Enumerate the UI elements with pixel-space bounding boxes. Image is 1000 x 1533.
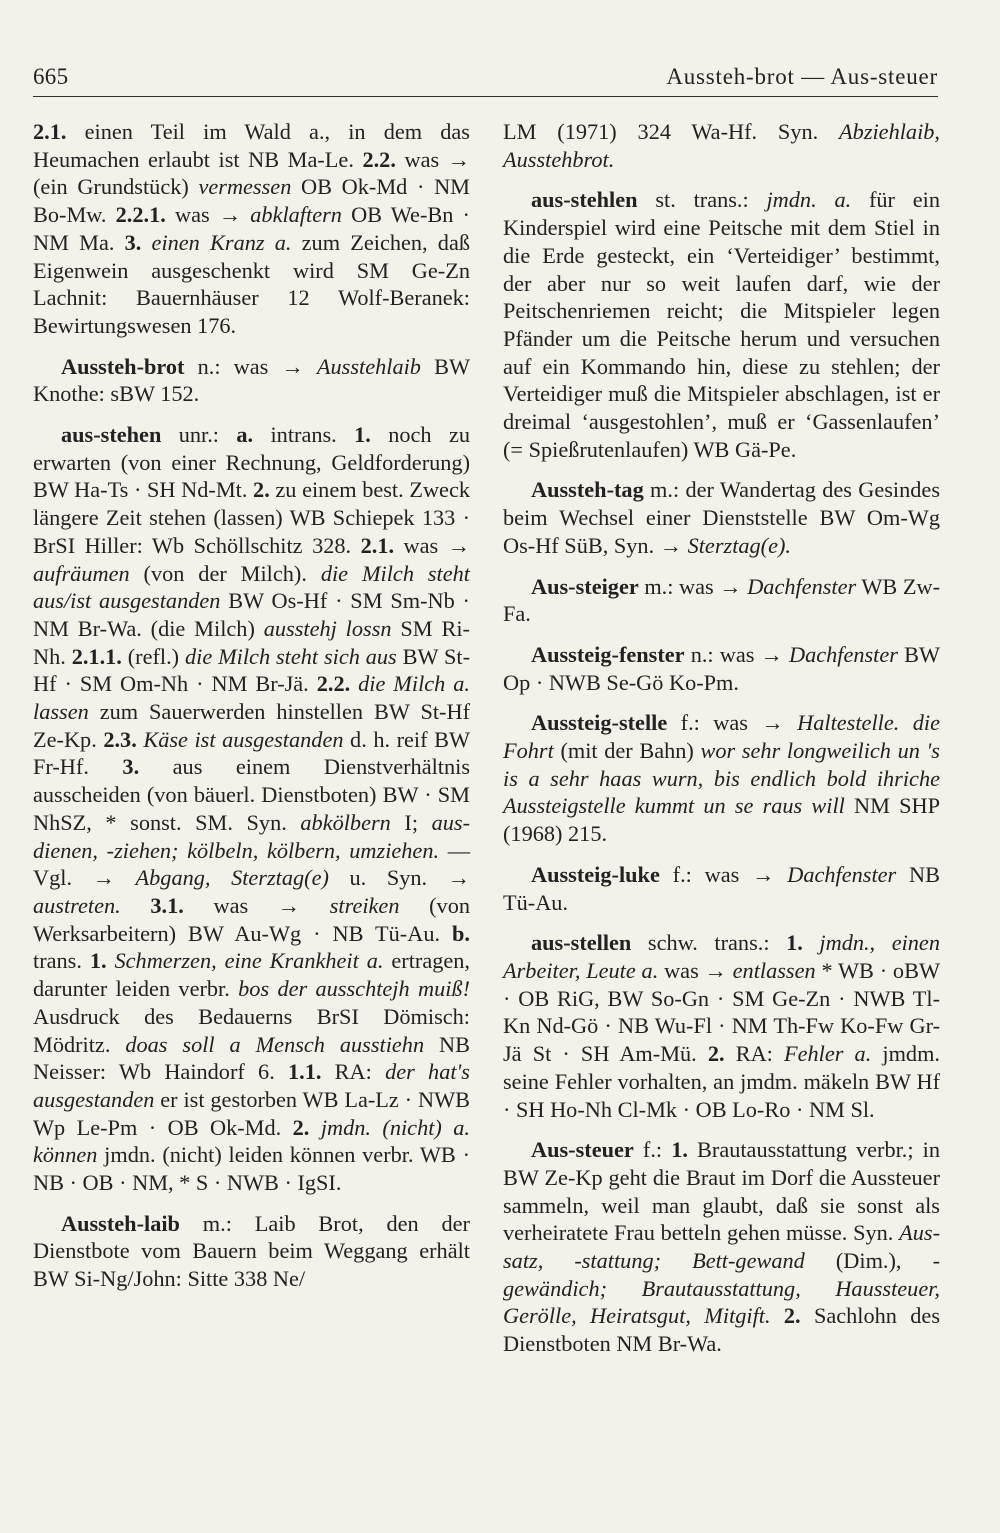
dictionary-entry-aussteh-brot [33, 353, 470, 408]
sense-number: 1. [89, 948, 107, 974]
italic-text: Abziehlaib, Ausstehbrot. [503, 119, 940, 172]
entry-text [107, 948, 115, 973]
entry-text: st. trans.: [637, 187, 767, 213]
entry-text: WB Zw-Fa. [503, 573, 941, 627]
entry-text: (von der Milch). [129, 560, 321, 586]
entry-text: einen Teil im Wald a., in dem das Heumachen erlaubt ist NB Ma-Le. [33, 119, 470, 172]
italic-text: Fehler a. [784, 1041, 872, 1067]
entry-text: RA: [724, 1041, 784, 1067]
entry-text: für ein Kinderspiel wird eine Peitsche mit dem Stiel in die Erde gesteckt, ein ‘Verteidiger’ bestimmt, der aber nur so weit laufen darf, wie der Peitschenriemen reicht; die Mitspieler legen Pfänder um die Peitsche herum und versuchen auf ein Kommando hin, diese zu stehlen; der Verteidiger muß die Mitspieler abschlagen, ist er dreimal ‘ausgestohlen’, muß er ‘Gassenlaufen’ (= Spießrutenlaufen) WB Gä-Pe. [503, 187, 940, 462]
italic-text: Ausstehlaib [316, 353, 421, 379]
italic-text: abkölbern [300, 809, 391, 835]
sense-number: 2. [707, 1041, 725, 1067]
sense-number: 2. [783, 1303, 801, 1329]
sense-number: 2. [292, 1114, 310, 1140]
dictionary-entry-aussteig-luke [503, 861, 940, 916]
headword: aus-stellen [531, 930, 632, 956]
sense-number: 2.2.1. [115, 202, 166, 228]
sense-number: 1. [354, 422, 371, 448]
entry-text: SM Ri-Nh. [33, 615, 470, 669]
entry-text: I; [390, 809, 432, 835]
entry-text: NM SHP (1968) 215. [503, 793, 940, 847]
italic-text: Abgang, Sterztag(e) [135, 865, 329, 891]
entry-text: BW Op · NWB Se-Gö Ko-Pm. [503, 641, 940, 695]
entry-text: trans. [33, 948, 90, 974]
headword: Aussteig-fenster [531, 641, 685, 667]
dictionary-entry-aus-stehlen [503, 186, 940, 463]
italic-text: Aus-satz, -stattung; Bett-gewand [503, 1220, 940, 1274]
italic-text: einen Kranz a. [151, 229, 292, 255]
page-header [33, 60, 938, 97]
entry-text: f.: was → [667, 710, 798, 736]
left-column [33, 118, 470, 1306]
italic-text: jmdn. (nicht) a. können [33, 1114, 470, 1168]
italic-text: Schmerzen, eine Krankheit a. [114, 948, 384, 974]
entry-text: aus einem Dienstverhältnis ausscheiden (von bäuerl. Dienstboten) BW · SM NhSZ, * sonst. SM. Syn. [33, 754, 471, 835]
italic-text: doas soll a Mensch ausstiehn [125, 1031, 425, 1057]
entry-text: m.: Laib Brot, den der Dienstbote vom Bauern beim Weggang erhält BW Si-Ng/John: Sitte 338 Ne/ [33, 1210, 470, 1292]
sense-number: 3.1. [150, 892, 184, 918]
dictionary-entry-aus-stehen [33, 421, 470, 1197]
italic-text: Dachfenster [788, 641, 898, 667]
dictionary-entry-aus-stellen [503, 929, 940, 1123]
sense-number: 2.1. [33, 119, 67, 144]
entry-text: zum Zeichen, daß Eigenwein ausgeschenkt wird SM Ge-Zn Lachnit: Bauernhäuser 12 Wolf-Beranek: Bewirtungswesen 176. [33, 229, 470, 338]
entry-text: f.: was → [659, 861, 788, 887]
entry-text: was → [658, 957, 733, 983]
entry-text [309, 1115, 320, 1140]
sense-number: a. [236, 422, 254, 448]
entry-text: (Dim.), [804, 1248, 933, 1274]
entry-text: was → [394, 532, 471, 558]
sense-number: 2.3. [103, 726, 137, 752]
sense-number: 1. [786, 930, 803, 956]
page-number: 665 [33, 64, 69, 89]
sense-number: b. [452, 920, 470, 946]
dictionary-entry-aussteh-tag [503, 476, 940, 559]
entry-text: jmdm. seine Fehler vorhalten, an jmdm. mäkeln BW Hf · SH Ho-Nh Cl-Mk · OB Lo-Ro · NM Sl. [503, 1041, 940, 1122]
entry-text [899, 710, 912, 735]
headword: Aussteig-stelle [531, 710, 668, 736]
italic-text: -gewändich; Brautausstattung, Haussteuer, Gerölle, Heiratsgut, Mitgift. [503, 1248, 940, 1329]
entry-text: zum Sauerwerden hinstellen BW St-Hf Ze-Kp. [33, 699, 470, 752]
entry-text: — Vgl. → [33, 837, 470, 891]
entry-text: BW Os-Hf · SM Sm-Nb · NM Br-Wa. (die Milch) [33, 588, 470, 641]
entry-text: (mit der Bahn) [553, 738, 701, 764]
sense-number: 2.2. [316, 671, 351, 697]
entry-text: n.: was → [184, 353, 317, 379]
entry-text: zu einem best. Zweck längere Zeit stehen (lassen) WB Schiepek 133 · BrSI Hiller: Wb Schöllschitz 328. [33, 477, 470, 558]
entry-text: ertragen, darunter leiden verbr. [33, 948, 470, 1002]
entry-text: Brautausstattung verbr.; in BW Ze-Kp geht die Braut im Dorf die Aussteuer sammeln, weil man glaubt, daß sie sonst als verheiratete Frau betteln gehen müsse. Syn. [503, 1137, 940, 1246]
dictionary-entry-aussteh-laib [33, 1210, 470, 1293]
entry-text [771, 1303, 784, 1328]
headword: aus-stehlen [531, 187, 638, 213]
dictionary-entry-aus-steuer [503, 1136, 940, 1358]
entry-text: er ist gestorben WB La-Lz · NWB Wp Le-Pm · OB Ok-Md. [33, 1086, 470, 1140]
entry-text: Ausdruck des Bedauerns BrSI Dömisch: Mödritz. [33, 1003, 470, 1057]
entry-text: * WB · oBW · OB RiG, BW So-Gn · SM Ge-Zn · NWB Tl-Kn Nd-Gö · NB Wu-Fl · NM Th-Fw Ko-Fw Gr-Jä St · SH Am-Mü. [503, 957, 940, 1067]
entry-text: m.: was → [638, 573, 748, 599]
italic-text: Sterztag(e). [687, 532, 791, 558]
italic-text: Dachfenster [747, 573, 857, 599]
entry-text: BW St-Hf · SM Om-Nh · NM Br-Jä. [33, 643, 470, 697]
entry-text: jmdn. (nicht) leiden können verbr. WB · NB · OB · NM, * S · NWB · IgSI. [33, 1142, 470, 1196]
italic-text: wor sehr longweilich un 's is a sehr haas wurn, bis endlich bold ihriche Aussteigstelle kummt un se raus will [503, 738, 940, 819]
italic-text: entlassen [732, 957, 816, 983]
headword: Aus-steuer [531, 1137, 634, 1163]
right-column [503, 118, 940, 1371]
dictionary-entry-aussteig-stelle [503, 709, 940, 848]
entry-text: OB We-Bn · NM Ma. [33, 202, 470, 255]
italic-text: Käse ist ausgestanden [143, 726, 344, 752]
entry-text: f.: [633, 1137, 672, 1163]
entry-text: BW Knothe: sBW 152. [33, 353, 470, 407]
headword: Aus-steiger [531, 573, 639, 599]
entry-text: schw. trans.: [631, 930, 787, 956]
entry-text [803, 930, 820, 955]
entry-text: LM (1971) 324 Wa-Hf. Syn. [503, 119, 840, 144]
sense-number: 3. [124, 229, 142, 255]
entry-text [350, 671, 358, 696]
entry-text: was → (ein Grundstück) [33, 146, 470, 200]
dictionary-entry-aussteig-fenster [503, 641, 940, 696]
sense-number: 1.1. [288, 1059, 322, 1085]
headword: Aussteh-tag [531, 477, 644, 503]
dictionary-entry-aus-steiger [503, 573, 940, 628]
entry-text: OB Ok-Md · NM Bo-Mw. [33, 174, 470, 228]
entry-text: (von Werksarbeitern) BW Au-Wg · NB Tü-Au. [33, 892, 470, 946]
entry-continuation [33, 118, 470, 340]
italic-text: die Milch steht sich aus [184, 643, 397, 669]
entry-text: d. h. reif BW Fr-Hf. [33, 726, 471, 780]
sense-number: 2.2. [362, 146, 396, 172]
entry-text: n.: was → [684, 641, 789, 667]
italic-text: Haltestelle. [797, 710, 900, 736]
entry-text: Sachlohn des Dienstboten NM Br-Wa. [503, 1303, 940, 1357]
headword: aus-stehen [61, 422, 162, 448]
italic-text: ausstehj lossn [263, 615, 392, 641]
entry-text: (refl.) [121, 643, 185, 669]
italic-text: austreten. [33, 892, 121, 918]
italic-text: abklaftern [250, 202, 342, 228]
italic-text: die Fohrt [503, 710, 940, 764]
italic-text: Dachfenster [787, 861, 897, 887]
italic-text: der hat's ausgestanden [33, 1059, 470, 1112]
sense-number: 2. [253, 477, 270, 503]
entry-text: RA: [321, 1059, 386, 1085]
sense-number: 1. [671, 1137, 688, 1163]
running-title: Aussteh-brot — Aus-steuer [666, 64, 938, 89]
sense-number: 2.1. [360, 532, 395, 558]
entry-text: u. Syn. → [328, 865, 471, 891]
entry-text [141, 230, 151, 255]
entry-text: was → [165, 202, 251, 228]
headword: Aussteh-brot [61, 353, 185, 379]
italic-text: aufräumen [33, 560, 130, 586]
entry-text: NB Neisser: Wb Haindorf 6. [33, 1031, 471, 1085]
italic-text: vermessen [198, 174, 292, 200]
entry-text: intrans. [253, 422, 355, 448]
entry-continuation [503, 118, 940, 173]
entry-text: m.: der Wandertag des Gesindes beim Wechsel einer Dienststelle BW Om-Wg Os-Hf SüB, Syn. → [503, 477, 940, 558]
italic-text: bos der ausschtejh muiß! [238, 976, 470, 1002]
headword: Aussteig-luke [531, 861, 660, 887]
entry-text: unr.: [161, 422, 237, 448]
entry-text: was → [183, 892, 330, 918]
entry-text: NB Tü-Au. [503, 861, 940, 915]
italic-text: streiken [329, 892, 400, 918]
entry-text: noch zu erwarten (von einer Rechnung, Geldforderung) BW Ha-Ts · SH Nd-Mt. [33, 422, 470, 503]
italic-text: die Milch a. lassen [33, 671, 470, 725]
italic-text: jmdn., einen Arbeiter, Leute a. [503, 930, 940, 983]
headword: Aussteh-laib [61, 1210, 180, 1236]
entry-text [121, 893, 151, 918]
italic-text: aus-dienen, -ziehen; kölbeln, kölbern, umziehen. [33, 809, 470, 863]
italic-text: die Milch steht aus/ist ausgestanden [33, 560, 470, 614]
sense-number: 2.1.1. [71, 643, 122, 669]
italic-text: jmdn. a. [766, 187, 852, 213]
sense-number: 3. [122, 754, 140, 780]
